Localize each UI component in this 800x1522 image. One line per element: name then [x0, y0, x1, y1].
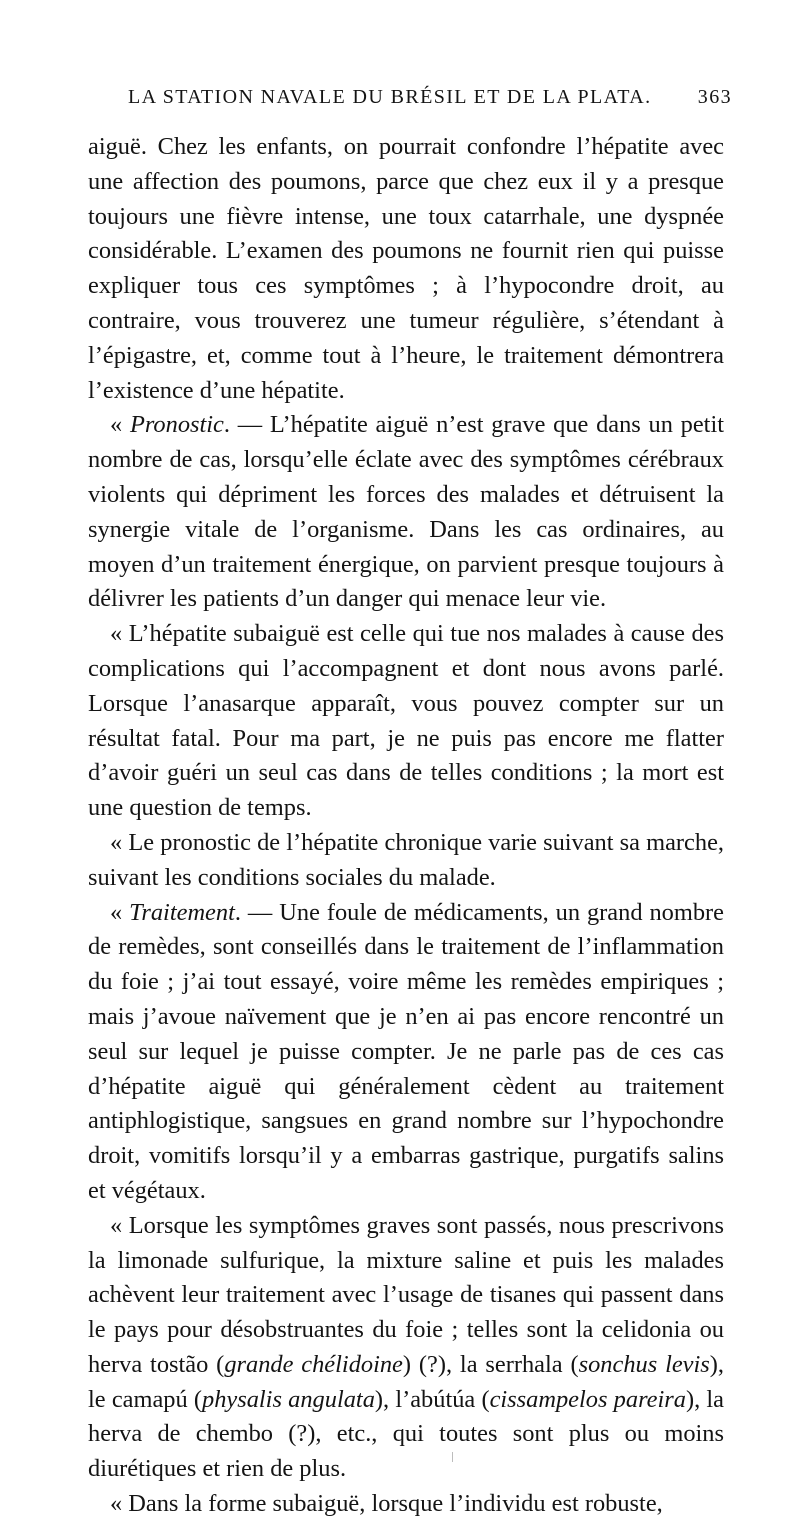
body-text: [88, 130, 724, 1522]
running-title: LA STATION NAVALE DU BRÉSIL ET DE LA PLATA.: [128, 86, 652, 108]
italic-text: physalis angulata: [202, 1385, 375, 1413]
text-run: «: [110, 411, 130, 439]
text-run: « Dans la forme subaiguë, lorsque l’individu est robuste,: [110, 1490, 663, 1518]
paragraph-p2: [88, 408, 724, 617]
italic-text: Pronostic: [129, 411, 224, 439]
italic-text: sonchus levis: [578, 1350, 710, 1378]
text-run: « Lorsque les symptômes graves sont passés, nous prescrivons la limonade sulfurique, la mixture saline et puis les malades achèvent leur traitement avec l’usage de tisanes qui passent dans le pays pour désobstruantes du foie ; telles sont la celidonia ou herva tostão (: [88, 1211, 724, 1378]
paragraph-p6: [88, 1209, 724, 1487]
italic-text: Traitement: [129, 898, 235, 926]
paragraph-p7: [88, 1487, 724, 1522]
text-run: «: [110, 898, 130, 926]
italic-text: cissampelos pareira: [489, 1385, 686, 1413]
text-run: « L’hépatite subaiguë est celle qui tue nos malades à cause des complications qui l’accompagnent et dont nous avons parlé. Lorsque l’anasarque apparaît, vous pouvez compter sur un résultat fatal. Pour ma part, je ne puis pas encore me flatter d’avoir guéri un seul cas dans de telles conditions ; la mort est une question de temps.: [88, 620, 724, 822]
running-header: [110, 86, 732, 120]
text-run: ), le camapú (: [88, 1350, 725, 1413]
paragraph-p4: [88, 826, 724, 896]
text-run: ) (?), la serrhala (: [402, 1350, 579, 1378]
text-run: aiguë. Chez les enfants, on pourrait confondre l’hépatite avec une affection des poumons, parce que chez eux il y a presque toujours une fièvre intense, une toux catarrhale, une dyspnée considérable. L’examen des poumons ne fournit rien qui puisse expliquer tous ces symptômes ; à l’hypocondre droit, au contraire, vous trouverez une tumeur régulière, s’étendant à l’épigastre, et, comme tout à l’heure, le traitement démontrera l’existence d’une hépatite.: [88, 133, 724, 404]
text-run: ), la herva de chembo (?), etc., qui toutes sont plus ou moins diurétiques et rien de plus.: [88, 1385, 724, 1483]
paragraph-p1: [88, 130, 724, 408]
italic-text: grande chélidoine: [224, 1350, 403, 1378]
text-run: ), l’abútúa (: [374, 1385, 490, 1413]
paragraph-p5: [88, 896, 724, 1209]
text-run: « Le pronostic de l’hépatite chronique varie suivant sa marche, suivant les conditions sociales du malade.: [88, 828, 724, 891]
page-number: 363: [697, 86, 732, 108]
paragraph-p3: [88, 617, 724, 826]
text-run: . — Une foule de médicaments, un grand nombre de remèdes, sont conseillés dans le traitement de l’inflammation du foie ; j’ai tout essayé, voire même les remèdes empiriques ; mais j’avoue naïvement que je n’en ai pas encore rencontré un seul sur lequel je puisse compter. Je ne parle pas de ces cas d’hépatite aiguë qui généralement cèdent au traitement antiphlogistique, sangsues en grand nombre sur l’hypochondre droit, vomitifs lorsqu’il y a embarras gastrique, purgatifs salins et végétaux.: [88, 898, 724, 1204]
text-run: . — L’hépatite aiguë n’est grave que dans un petit nombre de cas, lorsqu’elle éclate avec des symptômes cérébraux violents qui dépriment les forces des malades et détruisent la synergie vitale de l’organisme. Dans les cas ordinaires, au moyen d’un traitement énergique, on parvient presque toujours à délivrer les patients d’un danger qui menace leur vie.: [88, 411, 725, 613]
scan-mark: [452, 1452, 453, 1462]
